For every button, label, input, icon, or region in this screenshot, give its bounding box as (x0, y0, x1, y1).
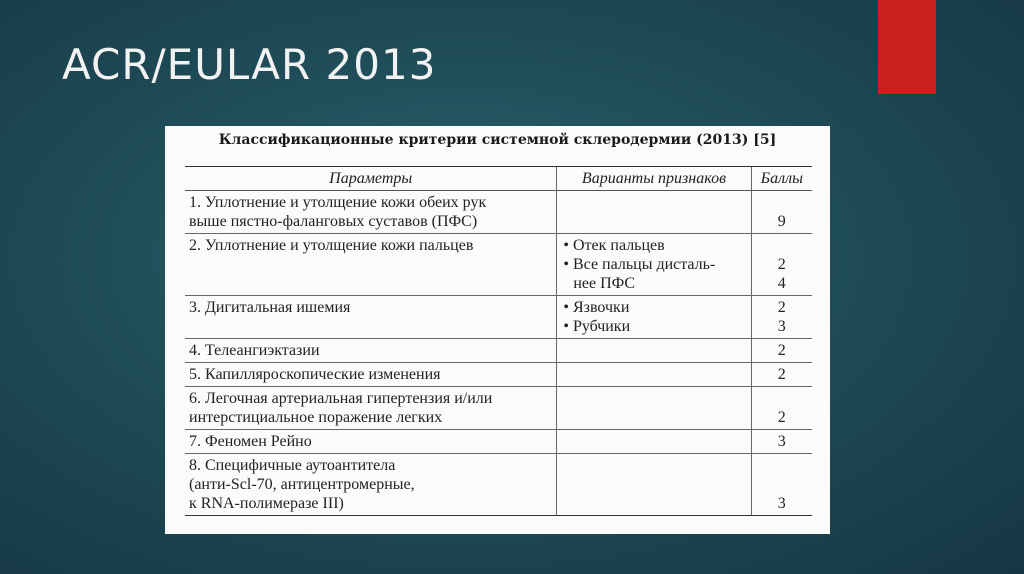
variants-cell (557, 387, 751, 430)
parameter-cell (185, 454, 557, 516)
table-row (185, 387, 812, 430)
column-header-variants: Варианты признаков (557, 167, 751, 191)
score-value: 2 3 (777, 299, 786, 335)
parameter-text: 2. Уплотнение и утолщение кожи пальцев (189, 237, 474, 254)
parameter-text: 5. Капилляроскопические изменения (189, 366, 441, 383)
variants-cell (557, 430, 751, 454)
variants-cell (557, 191, 751, 234)
parameter-cell (185, 339, 557, 363)
score-value: 2 (777, 342, 786, 359)
parameter-cell (185, 430, 557, 454)
accent-bar (878, 0, 936, 94)
score-value: 3 (777, 433, 786, 450)
score-cell (751, 387, 812, 430)
variant-item: • Рубчики (561, 317, 746, 336)
score-value: 3 (777, 495, 786, 512)
variants-cell (557, 296, 751, 339)
slide-title: ACR/EULAR 2013 (62, 40, 437, 89)
parameter-cell (185, 363, 557, 387)
score-cell (751, 339, 812, 363)
variant-item: • Отек пальцев (561, 236, 746, 255)
score-cell (751, 234, 812, 296)
variants-list (561, 236, 746, 293)
variant-item: • Все пальцы дисталь- нее ПФС (561, 255, 746, 293)
column-header-score: Баллы (751, 167, 812, 191)
table-row (185, 454, 812, 516)
table-row (185, 296, 812, 339)
score-cell (751, 191, 812, 234)
parameter-text: 6. Легочная артериальная гипертензия и/или интерстициальное поражение легких (189, 390, 493, 426)
table-row (185, 191, 812, 234)
parameter-cell (185, 234, 557, 296)
criteria-table (185, 166, 812, 516)
score-cell (751, 296, 812, 339)
table-row (185, 339, 812, 363)
parameter-cell (185, 387, 557, 430)
document-heading: Классификационные критерии системной склеродермии (2013) [5] (218, 132, 777, 148)
score-cell (751, 454, 812, 516)
variants-cell (557, 234, 751, 296)
criteria-document-image (165, 126, 830, 534)
variants-cell (557, 454, 751, 516)
table-row (185, 363, 812, 387)
parameter-text: 1. Уплотнение и утолщение кожи обеих рук выше пястно-фаланговых суставов (ПФС) (189, 194, 487, 230)
column-header-parameters: Параметры (185, 167, 557, 191)
parameter-text: 3. Дигитальная ишемия (189, 299, 351, 316)
parameter-cell (185, 191, 557, 234)
variants-cell (557, 363, 751, 387)
variants-cell (557, 339, 751, 363)
score-value: 2 (777, 409, 786, 426)
score-cell (751, 430, 812, 454)
table-header-row (185, 167, 812, 191)
score-value: 2 (777, 366, 786, 383)
score-value: 9 (777, 213, 786, 230)
parameter-text: 7. Феномен Рейно (189, 433, 312, 450)
parameter-cell (185, 296, 557, 339)
variants-list (561, 298, 746, 336)
parameter-text: 4. Телеангиэктазии (189, 342, 320, 359)
variant-item: • Язвочки (561, 298, 746, 317)
parameter-text: 8. Специфичные аутоантитела (анти-Scl-70, антицентромерные, к RNA-полимеразе III) (189, 457, 415, 512)
table-row (185, 430, 812, 454)
score-value: 2 4 (777, 256, 786, 292)
table-row (185, 234, 812, 296)
score-cell (751, 363, 812, 387)
